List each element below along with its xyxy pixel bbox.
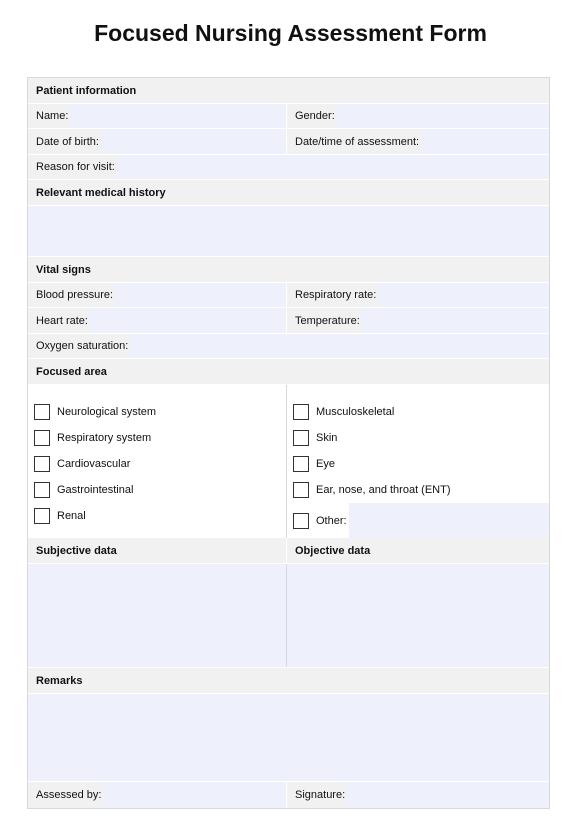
blood-pressure-input[interactable] — [115, 283, 286, 307]
checkbox-neurological[interactable] — [28, 399, 286, 425]
focused-area-checklist — [28, 385, 549, 538]
checkbox-cardiovascular[interactable] — [28, 451, 286, 477]
name-label: Name: — [28, 104, 70, 128]
respiratory-rate-input[interactable] — [378, 283, 549, 307]
temperature-input[interactable] — [362, 308, 549, 333]
datetime-input[interactable] — [421, 129, 549, 154]
checkbox-gastrointestinal[interactable] — [28, 477, 286, 503]
reason-input[interactable] — [117, 155, 549, 179]
gender-field[interactable] — [287, 104, 549, 128]
gender-input[interactable] — [337, 104, 549, 128]
assessment-form — [27, 77, 550, 809]
reason-label: Reason for visit: — [28, 155, 117, 179]
temperature-label: Temperature: — [287, 308, 362, 333]
checkbox-label: Eye — [316, 458, 335, 470]
objective-data-header — [287, 538, 549, 563]
checkbox-icon[interactable] — [34, 508, 50, 524]
remarks-header — [28, 668, 549, 694]
checkbox-icon[interactable] — [34, 430, 50, 446]
patient-information-header — [28, 78, 549, 104]
vital-signs-header — [28, 257, 549, 283]
respiratory-rate-field[interactable] — [287, 283, 549, 307]
vital-signs-heading: Vital signs — [36, 263, 91, 276]
objective-data-input[interactable] — [287, 564, 549, 667]
checkbox-icon[interactable] — [293, 482, 309, 498]
checkbox-musculoskeletal[interactable] — [287, 399, 549, 425]
subjective-data-heading: Subjective data — [36, 544, 117, 557]
focused-area-heading: Focused area — [36, 365, 107, 378]
assessed-by-field[interactable] — [28, 782, 287, 808]
heart-rate-label: Heart rate: — [28, 308, 90, 333]
checkbox-icon[interactable] — [293, 404, 309, 420]
signature-field[interactable] — [287, 782, 549, 808]
checkbox-label: Renal — [57, 510, 86, 522]
blood-pressure-label: Blood pressure: — [28, 283, 115, 307]
objective-data-heading: Objective data — [295, 544, 371, 557]
heart-rate-input[interactable] — [90, 308, 286, 333]
oxygen-saturation-field[interactable] — [28, 334, 549, 358]
datetime-field[interactable] — [287, 129, 549, 154]
checkbox-label: Skin — [316, 432, 338, 444]
checkbox-icon[interactable] — [34, 404, 50, 420]
dob-field[interactable] — [28, 129, 287, 154]
focused-area-right-column — [287, 385, 549, 538]
checkbox-icon[interactable] — [34, 482, 50, 498]
checkbox-label: Musculoskeletal — [316, 406, 395, 418]
heart-rate-field[interactable] — [28, 308, 287, 333]
checkbox-icon[interactable] — [34, 456, 50, 472]
checkbox-label: Ear, nose, and throat (ENT) — [316, 484, 451, 496]
subjective-data-header — [28, 538, 287, 563]
remarks-heading: Remarks — [36, 674, 83, 687]
checkbox-label: Neurological system — [57, 406, 157, 418]
name-field[interactable] — [28, 104, 287, 128]
checkbox-respiratory[interactable] — [28, 425, 286, 451]
blood-pressure-field[interactable] — [28, 283, 287, 307]
gender-label: Gender: — [287, 104, 337, 128]
checkbox-other[interactable] — [287, 503, 549, 539]
focused-area-header — [28, 359, 549, 385]
checkbox-eye[interactable] — [287, 451, 549, 477]
checkbox-label: Respiratory system — [57, 432, 152, 444]
oxygen-saturation-label: Oxygen saturation: — [28, 334, 130, 358]
name-input[interactable] — [70, 104, 286, 128]
medical-history-header — [28, 180, 549, 206]
respiratory-rate-label: Respiratory rate: — [287, 283, 378, 307]
checkbox-label: Gastrointestinal — [57, 484, 134, 496]
reason-field[interactable] — [28, 155, 549, 179]
checkbox-ent[interactable] — [287, 477, 549, 503]
patient-information-heading: Patient information — [36, 84, 137, 97]
checkbox-renal[interactable] — [28, 503, 286, 529]
focused-area-left-column — [28, 385, 287, 538]
checkbox-icon[interactable] — [293, 513, 309, 529]
datetime-label: Date/time of assessment: — [287, 129, 421, 154]
oxygen-saturation-input[interactable] — [130, 334, 549, 358]
assessed-by-label: Assessed by: — [28, 782, 103, 808]
dob-label: Date of birth: — [28, 129, 101, 154]
signature-input[interactable] — [347, 782, 549, 808]
form-title: Focused Nursing Assessment Form — [94, 20, 487, 46]
medical-history-heading: Relevant medical history — [36, 186, 166, 199]
subjective-data-input[interactable] — [28, 564, 287, 667]
other-input[interactable] — [349, 503, 549, 539]
checkbox-icon[interactable] — [293, 456, 309, 472]
checkbox-skin[interactable] — [287, 425, 549, 451]
checkbox-icon[interactable] — [293, 430, 309, 446]
assessed-by-input[interactable] — [103, 782, 286, 808]
signature-label: Signature: — [287, 782, 347, 808]
checkbox-label: Other: — [316, 515, 347, 527]
remarks-input[interactable] — [28, 694, 549, 782]
medical-history-input[interactable] — [28, 206, 549, 257]
temperature-field[interactable] — [287, 308, 549, 333]
dob-input[interactable] — [101, 129, 286, 154]
checkbox-label: Cardiovascular — [57, 458, 131, 470]
